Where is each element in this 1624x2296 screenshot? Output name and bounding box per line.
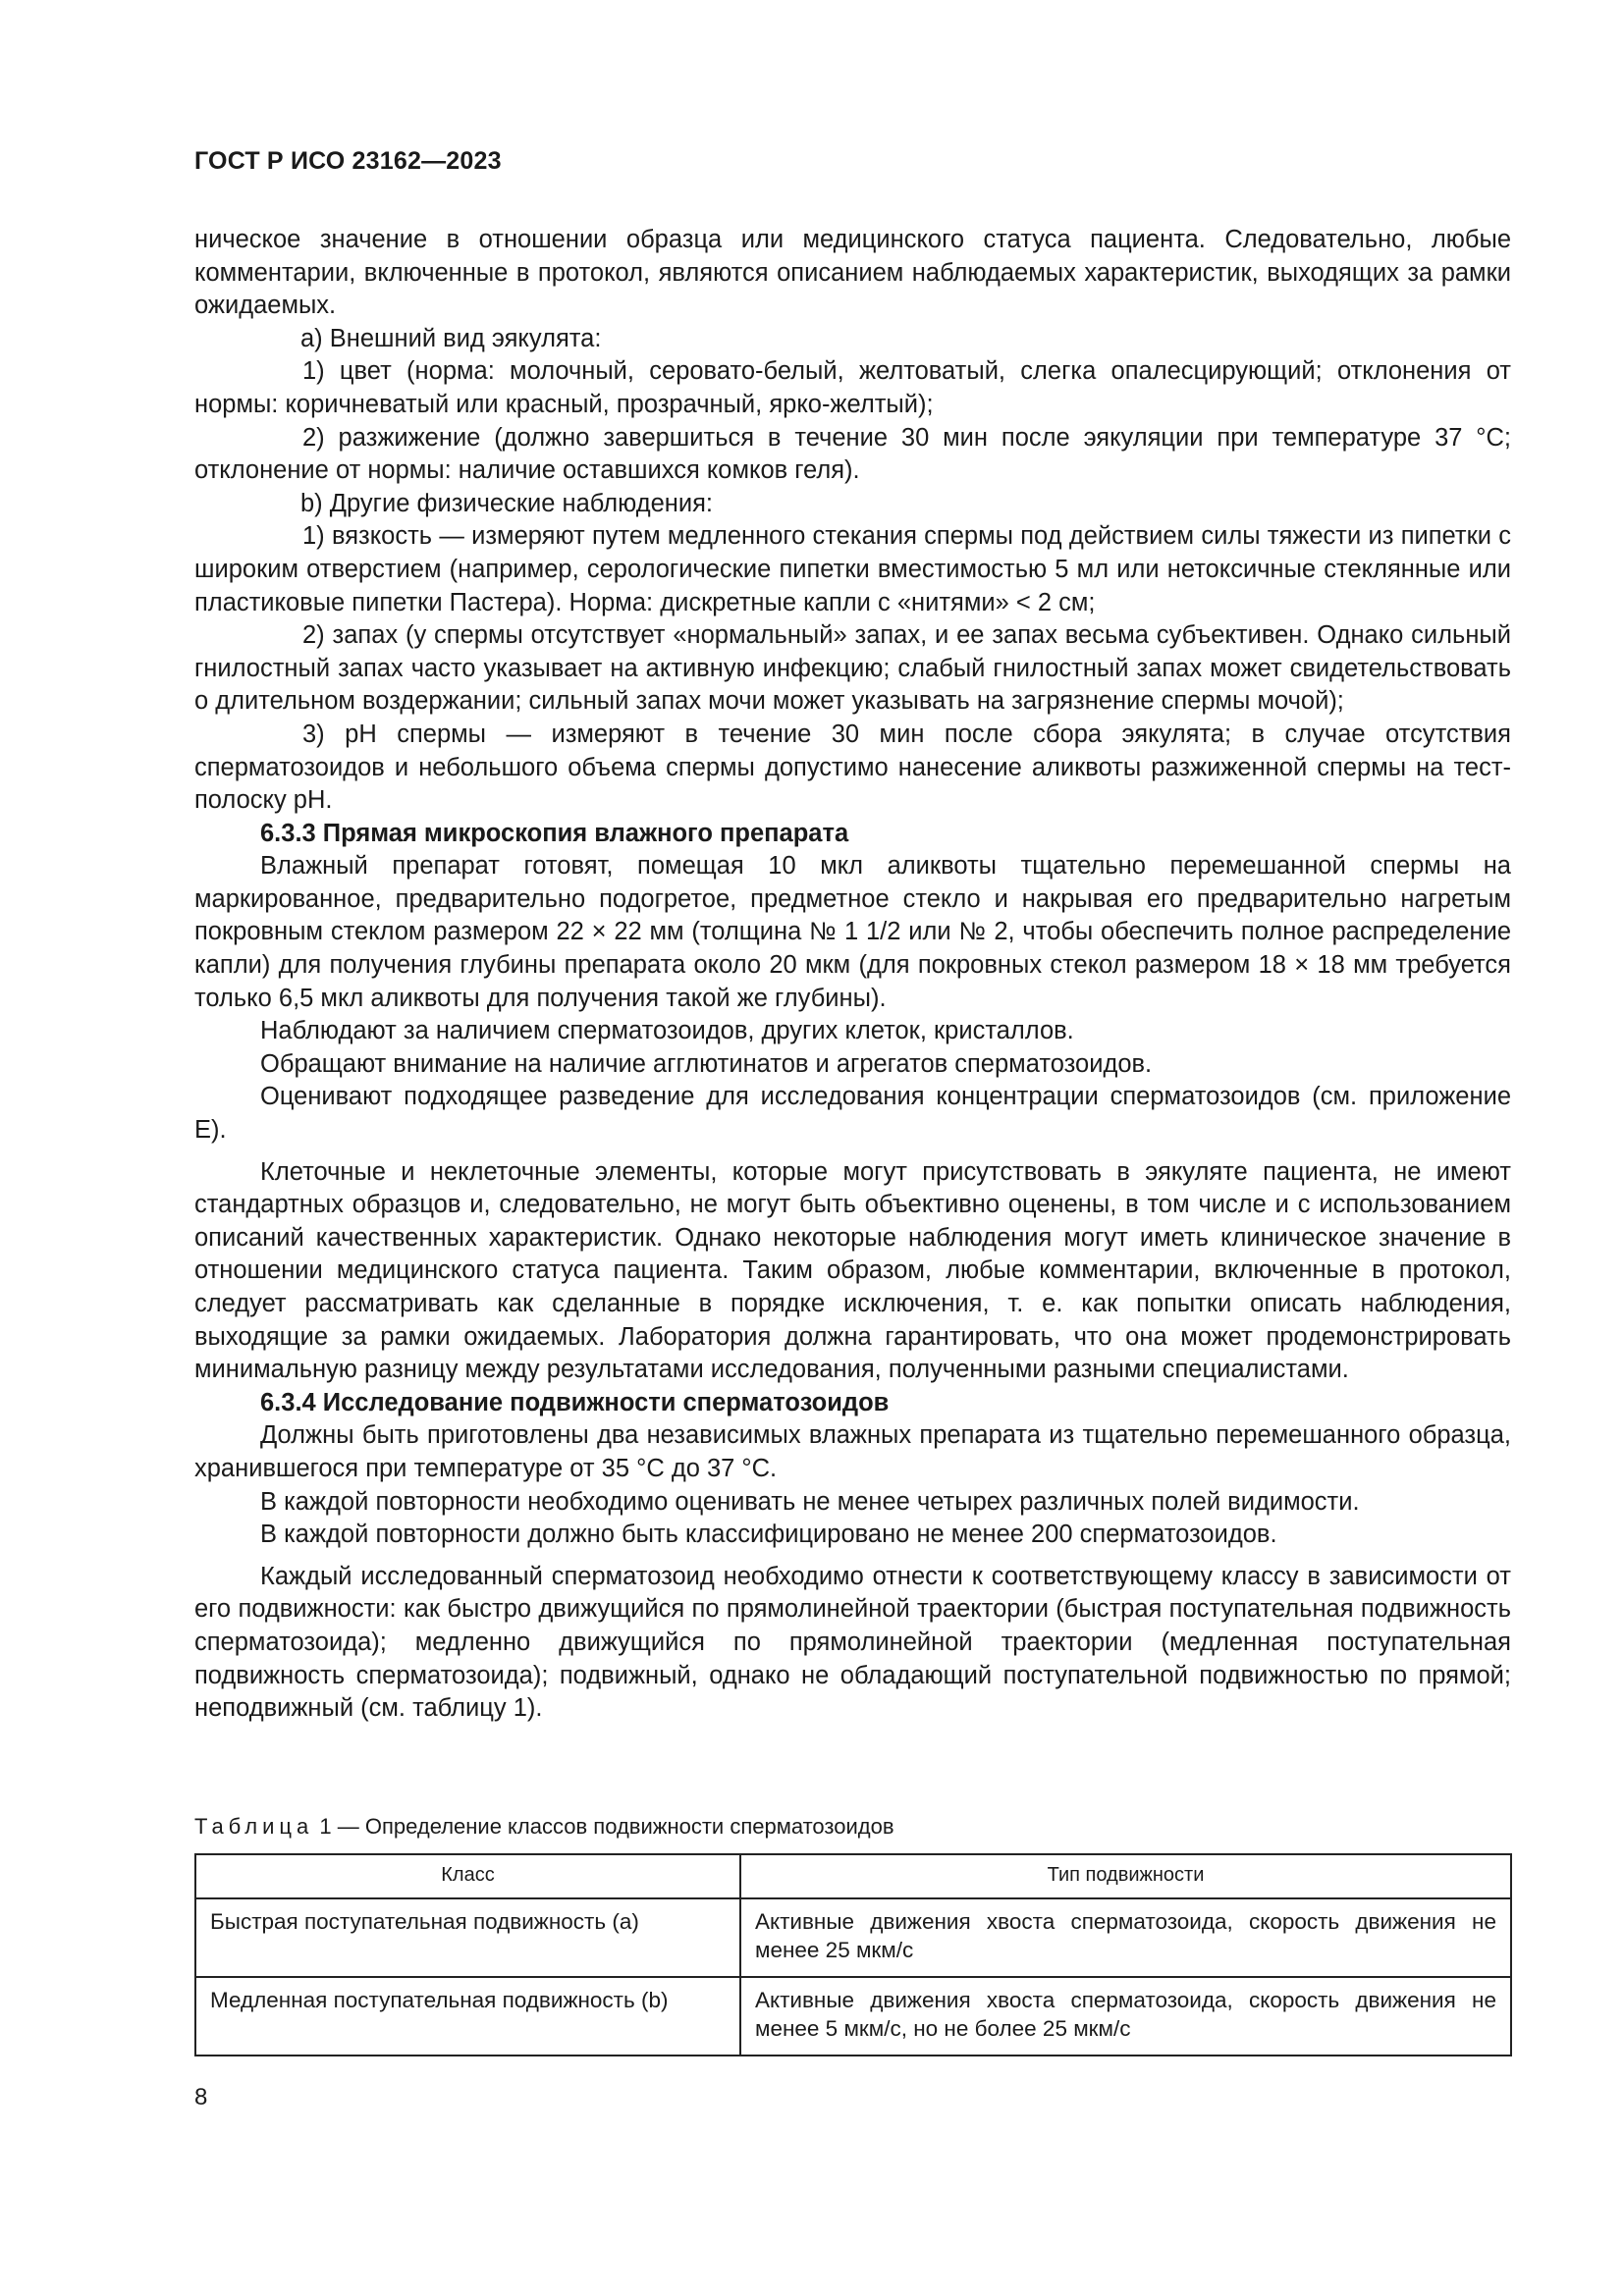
motility-classes-table (194, 1853, 1512, 2056)
list-item-b2-odor: 2) запах (у спермы отсутствует «нормальный» запах, и ее запах весьма субъективен. Однако сильный гнилостный запах часто указывает на активную инфекцию; слабый гнилостный запах может свидетельствовать о длительном воздержании; сильный запах мочи может указывать на загрязнение спермы мочой); (194, 621, 1511, 716)
table-caption-title: 1 — Определение классов подвижности сперматозоидов (313, 1814, 894, 1839)
paragraph-agglutinates: Обращают внимание на наличие агглютинатов и агрегатов сперматозоидов. (260, 1049, 1153, 1078)
section-heading-6-3-4: 6.3.4 Исследование подвижности сперматозоидов (260, 1388, 890, 1416)
paragraph-observe-cells: Наблюдают за наличием сперматозоидов, других клеток, кристаллов. (260, 1017, 1074, 1045)
column-header-class: Класс (195, 1854, 740, 1898)
table-caption-label: Таблица (194, 1814, 314, 1839)
table-cell-motility-type: Активные движения хвоста сперматозоида, скорость движения не менее 5 мкм/с, но не более 25 мкм/с (740, 1977, 1511, 2056)
list-item-a1-color: 1) цвет (норма: молочный, серовато-белый, желтоватый, слегка опалесцирующий; отклонения от нормы: коричневатый или красный, прозрачный, ярко-желтый); (194, 357, 1511, 418)
paragraph-two-preparations: Должны быть приготовлены два независимых влажных препарата из тщательно перемешанного образца, хранившегося при температуре от 35 °C до 37 °C. (194, 1421, 1511, 1482)
paragraph-cellular-elements: Клеточные и неклеточные элементы, которые могут присутствовать в эякуляте пациента, не имеют стандартных образцов и, следовательно, не могут быть объективно оценены, в том числе и с использованием описаний качественных характеристик. Однако некоторые наблюдения могут иметь клиническое значение в отношении медицинского статуса пациента. Таким образом, любые комментарии, включенные в протокол, следует рассматривать как сделанные в порядке исключения, т. е. как попытки описать наблюдения, выходящие за рамки ожидаемых. Лаборатория должна гарантировать, что она может продемонстрировать минимальную разницу между результатами исследования, полученными разными специалистами. (194, 1157, 1511, 1384)
paragraph-fields-of-view: В каждой повторности необходимо оценивать не менее четырех различных полей видимости. (260, 1487, 1360, 1516)
list-item-a: a) Внешний вид эякулята: (300, 324, 602, 352)
table-row (195, 1898, 1511, 1977)
column-header-motility-type: Тип подвижности (740, 1854, 1511, 1898)
table-row (195, 1977, 1511, 2056)
table-cell-motility-type: Активные движения хвоста сперматозоида, скорость движения не менее 25 мкм/с (740, 1898, 1511, 1977)
paragraph-motility-classes: Каждый исследованный сперматозоид необходимо отнести к соответствующему классу в зависимости от его подвижности: как быстро движущийся по прямолинейной траектории (быстрая поступательная подвижность сперматозоида); медленно движущийся по прямолинейной траектории (медленная поступательная подвижность сперматозоида); подвижный, однако не обладающий поступательной подвижностью по прямой; неподвижный (см. таблицу 1). (194, 1562, 1511, 1723)
paragraph-dilution: Оценивают подходящее разведение для исследования концентрации сперматозоидов (см. приложение E). (194, 1083, 1511, 1145)
list-item-b1-viscosity: 1) вязкость — измеряют путем медленного стекания спермы под действием силы тяжести из пипетки с широким отверстием (например, серологические пипетки вместимостью 5 мл или нетоксичные стеклянные или пластиковые пипетки Пастера). Норма: дискретные капли с «нитями» < 2 см; (194, 522, 1511, 616)
list-item-b3-ph: 3) pH спермы — измеряют в течение 30 мин после сбора эякулята; в случае отсутствия сперматозоидов и небольшого объема спермы допустимо нанесение аликвоты разжиженной спермы на тест-полоску pH. (194, 720, 1511, 815)
table-caption (194, 1814, 894, 1840)
table-cell-class: Медленная поступательная подвижность (b) (195, 1977, 740, 2056)
table-cell-class: Быстрая поступательная подвижность (a) (195, 1898, 740, 1977)
paragraph-200-sperm: В каждой повторности должно быть классифицировано не менее 200 сперматозоидов. (260, 1521, 1277, 1549)
list-item-b: b) Другие физические наблюдения: (300, 489, 713, 517)
table-header-row (195, 1854, 1511, 1898)
section-heading-6-3-3: 6.3.3 Прямая микроскопия влажного препарата (260, 819, 849, 847)
list-item-a2-liquefaction: 2) разжижение (должно завершиться в течение 30 мин после эякуляции при температуре 37 °C; отклонение от нормы: наличие оставшихся комков геля). (194, 423, 1511, 485)
standard-header: ГОСТ Р ИСО 23162—2023 (194, 147, 502, 175)
page-number: 8 (194, 2084, 208, 2110)
paragraph-continuation: ническое значение в отношении образца или медицинского статуса пациента. Следовательно, любые комментарии, включенные в протокол, являются описанием наблюдаемых характеристик, выходящих за рамки ожидаемых. (194, 226, 1511, 320)
paragraph-wet-preparation: Влажный препарат готовят, помещая 10 мкл аликвоты тщательно перемешанной спермы на маркированное, предварительно подогретое, предметное стекло и накрывая его предварительно нагретым покровным стеклом размером 22 × 22 мм (толщина № 1 1/2 или № 2, чтобы обеспечить полное распределение капли) для получения глубины препарата около 20 мкм (для покровных стекол размером 18 × 18 мм требуется только 6,5 мкл аликвоты для получения такой же глубины). (194, 852, 1511, 1012)
body-text (194, 224, 1511, 1726)
